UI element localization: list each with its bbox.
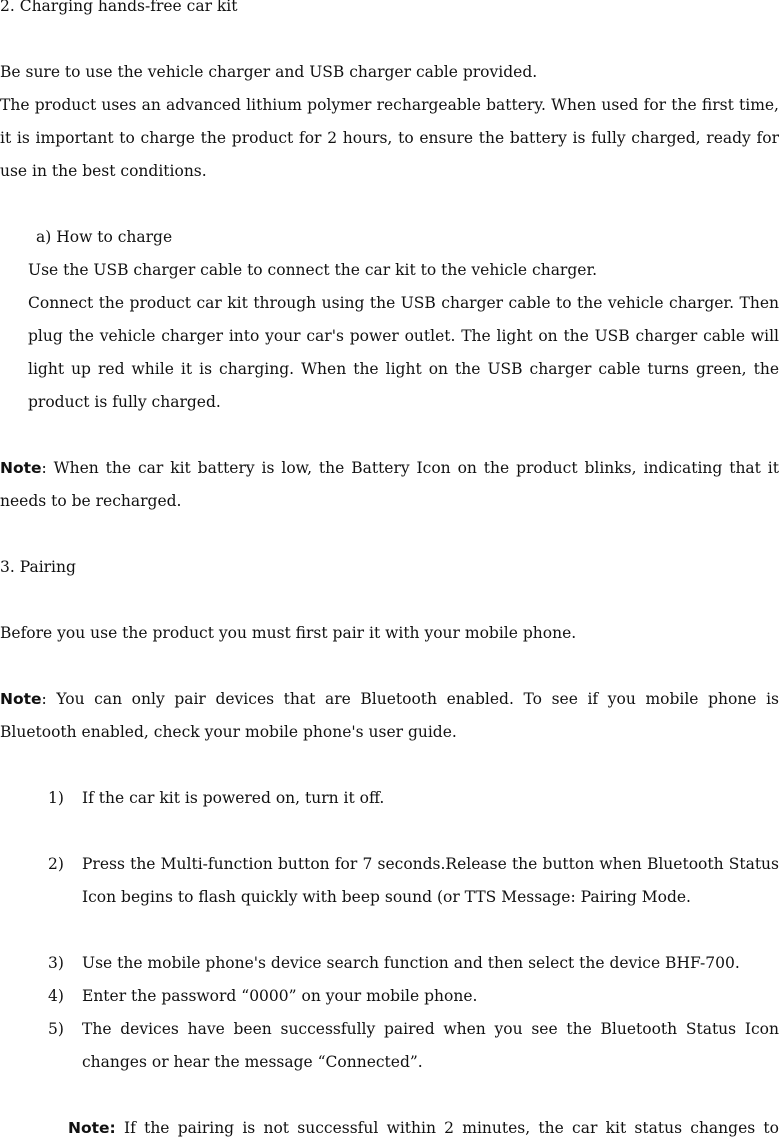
step-number: 4) bbox=[48, 987, 64, 1005]
note-text: : When the car kit battery is low, the Battery Icon on the product blinks, indicating that it needs to be recharged. bbox=[0, 459, 779, 510]
note-label: Note bbox=[0, 459, 42, 477]
note-text: : You can only pair devices that are Bluetooth enabled. To see if you mobile phone is Bluetooth enabled, check your mobile phone's user guide. bbox=[0, 690, 779, 741]
step-text: If the car kit is powered on, turn it off. bbox=[82, 789, 385, 807]
charge-step-1: Use the USB charger cable to connect the car kit to the vehicle charger. bbox=[28, 261, 598, 279]
note-text: If the pairing is not successful within 2 minutes, the car kit status changes to bbox=[115, 1119, 779, 1137]
section-2-paragraph-1: Be sure to use the vehicle charger and USB charger cable provided. bbox=[0, 63, 538, 81]
how-to-charge-heading: a) How to charge bbox=[36, 228, 173, 246]
section-3-heading: 3. Pairing bbox=[0, 558, 76, 576]
step-text: Use the mobile phone's device search function and then select the device BHF-700. bbox=[82, 954, 740, 972]
note-label: Note bbox=[0, 690, 42, 708]
pairing-intro: Before you use the product you must first pair it with your mobile phone. bbox=[0, 624, 577, 642]
step-number: 5) bbox=[48, 1020, 64, 1038]
step-text: The devices have been successfully paired when you see the Bluetooth Status Icon changes or hear the message “Connected”. bbox=[82, 1020, 779, 1071]
step-number: 3) bbox=[48, 954, 64, 972]
step-number: 2) bbox=[48, 855, 64, 873]
bluetooth-note bbox=[0, 683, 779, 749]
battery-note bbox=[0, 452, 779, 518]
step-text: Enter the password “0000” on your mobile phone. bbox=[82, 987, 478, 1005]
pairing-timeout-note bbox=[68, 1112, 779, 1145]
note-label: Note: bbox=[68, 1119, 116, 1137]
step-text: Press the Multi-function button for 7 seconds.Release the button when Bluetooth Status Icon begins to flash quickly with beep sound (or TTS Message: Pairing Mode. bbox=[82, 855, 779, 906]
section-2-paragraph-2: The product uses an advanced lithium polymer rechargeable battery. When used for the first time, it is important to charge the product for 2 hours, to ensure the battery is fully charged, ready for use in the best conditions. bbox=[0, 96, 779, 180]
step-number: 1) bbox=[48, 789, 64, 807]
section-2-heading: 2. Charging hands-free car kit bbox=[0, 0, 238, 15]
charge-step-2: Connect the product car kit through using the USB charger cable to the vehicle charger. Then plug the vehicle charger into your car's power outlet. The light on the USB charger cable will light up red while it is charging. When the light on the USB charger cable turns green, the product is fully charged. bbox=[28, 294, 779, 411]
